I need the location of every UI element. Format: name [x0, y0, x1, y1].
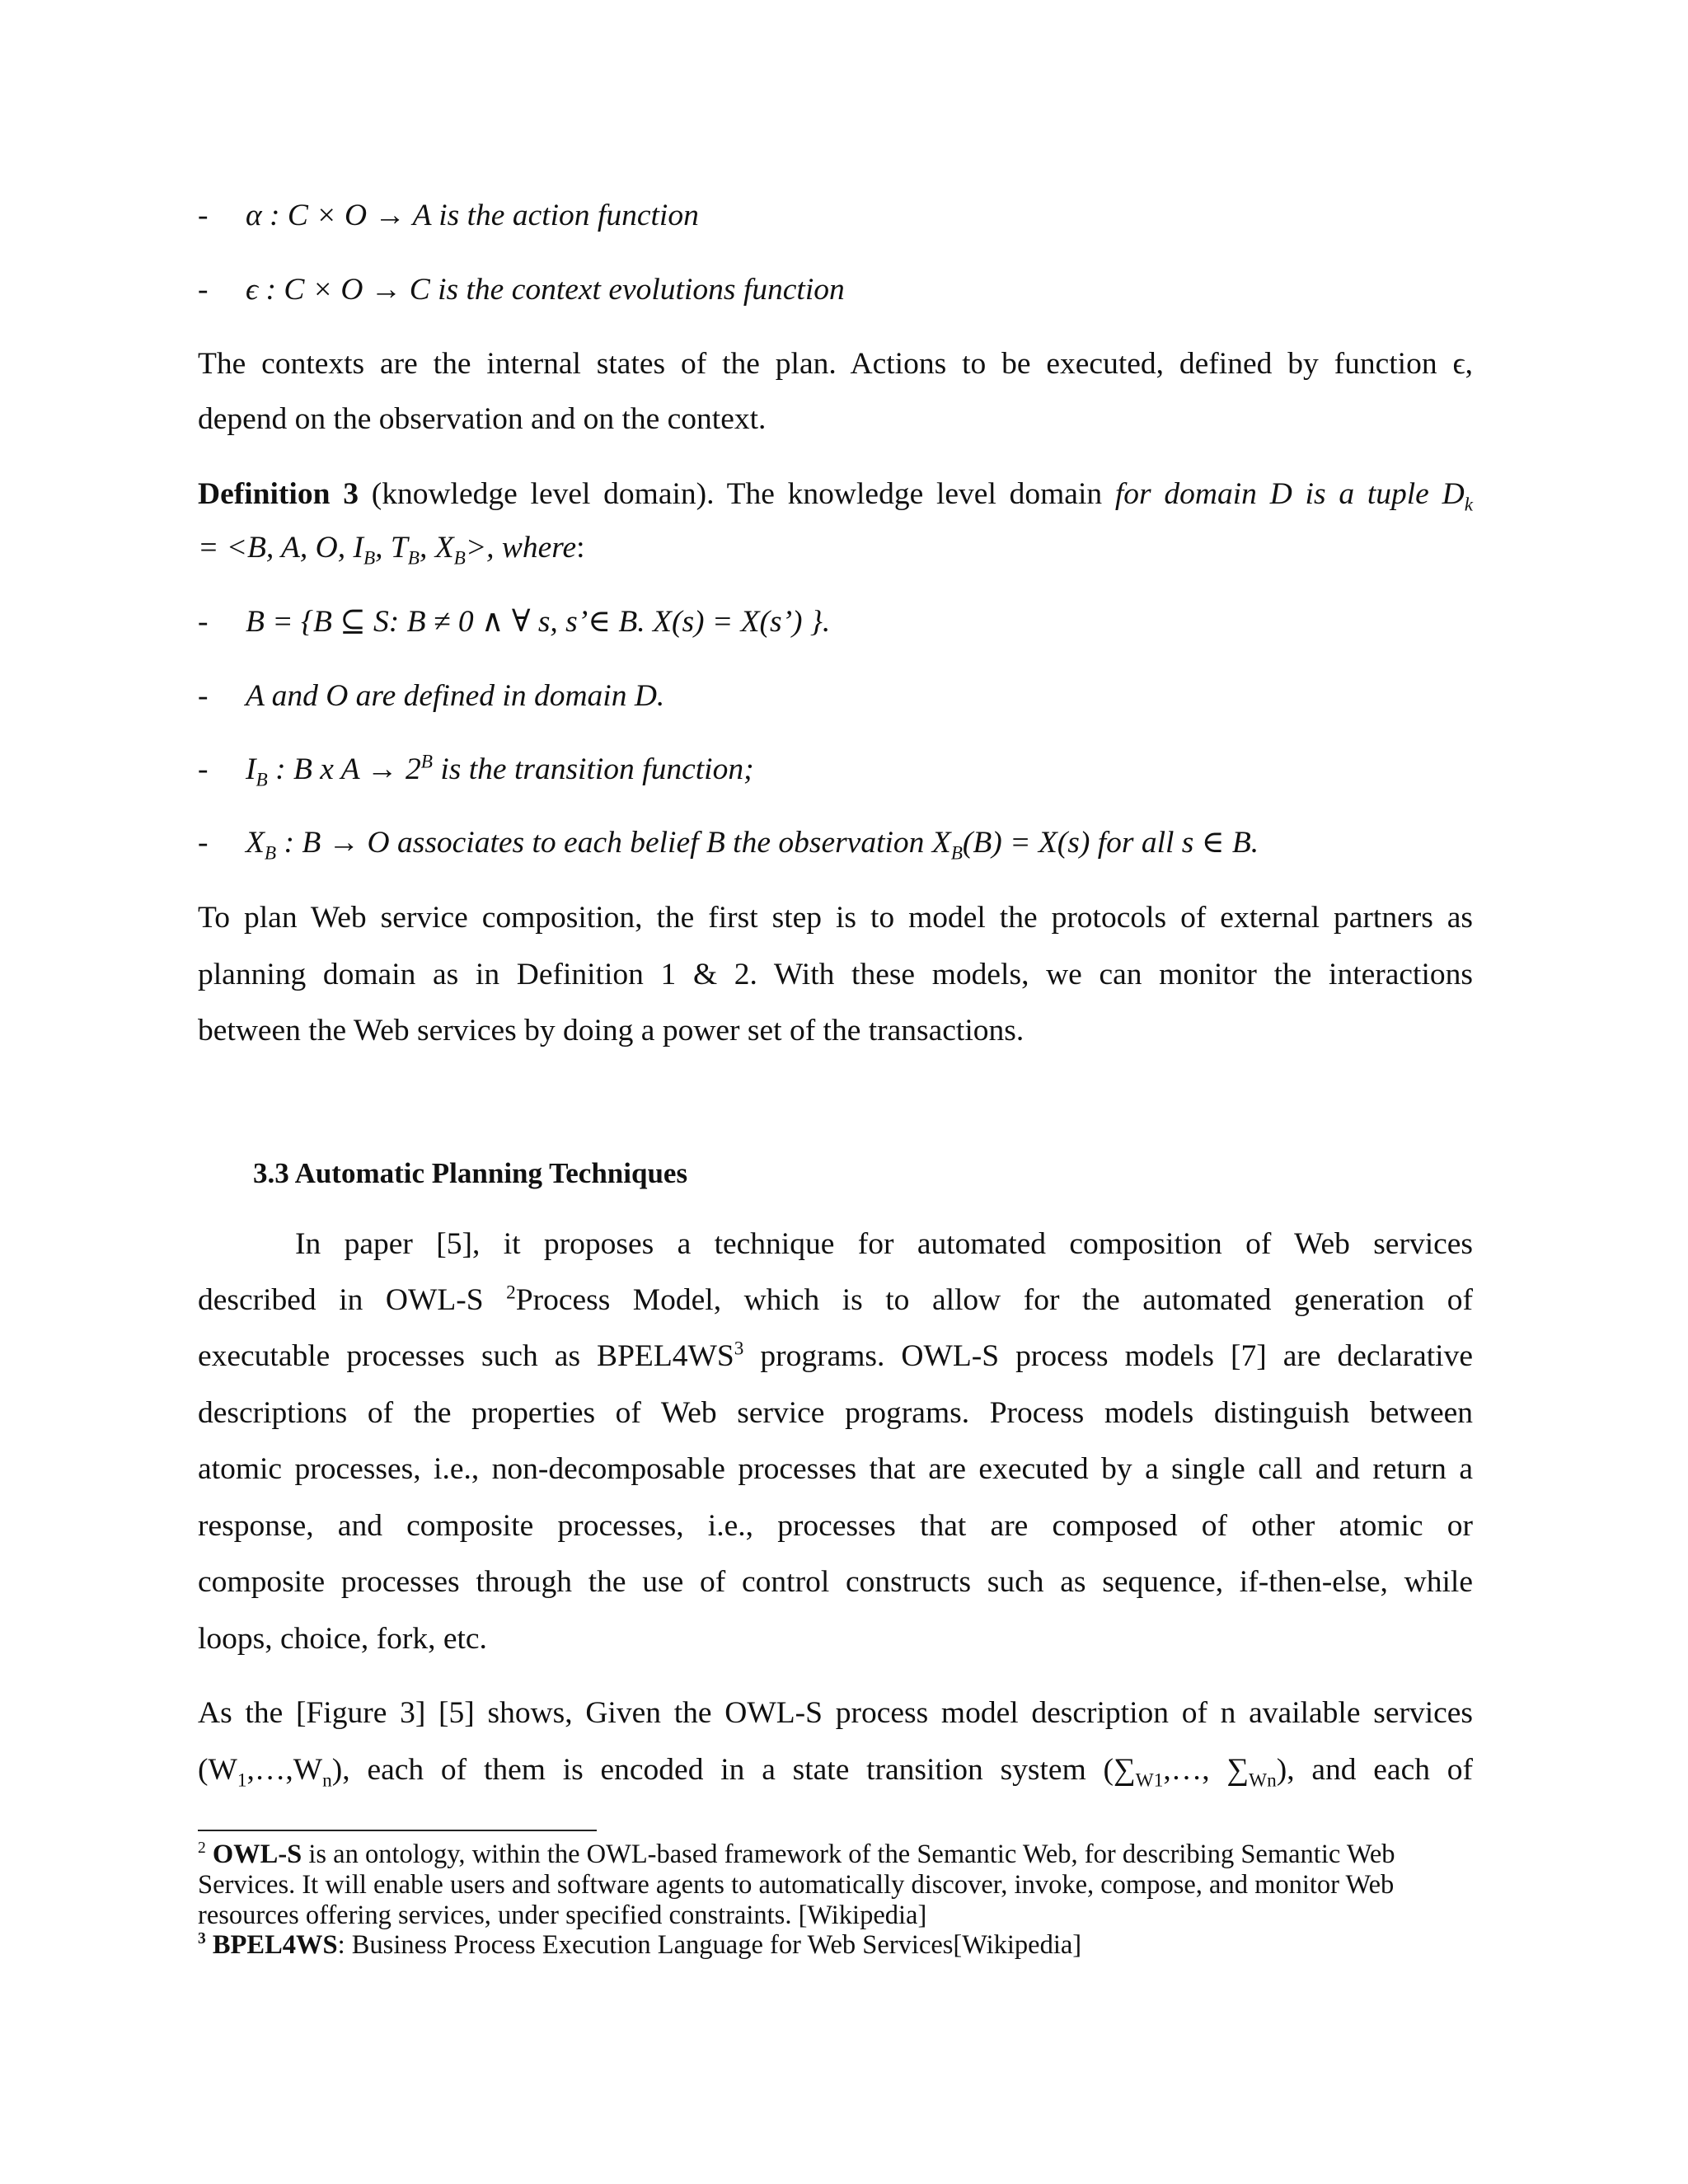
item-text: is the transition function;: [433, 752, 754, 786]
paragraph-plan-line1: To plan Web service composition, the first step is to model the protocols of external partners as: [198, 901, 1473, 935]
list-dash: -: [198, 679, 209, 713]
paragraph-owls-line4: descriptions of the properties of Web service programs. Process models distinguish between: [198, 1396, 1473, 1430]
subscript: B: [453, 547, 466, 569]
footnote-2: [198, 1840, 1473, 1931]
subscript: 1: [237, 1769, 247, 1792]
list-dash: -: [198, 605, 209, 639]
paragraph-owls-line1: In paper [5], it proposes a technique for automated composition of Web services: [295, 1227, 1473, 1261]
paragraph-plan-line3: between the Web services by doing a power set of the transactions.: [198, 1014, 1025, 1047]
tuple-part: = <B, A, O, I: [198, 531, 363, 565]
alpha-function-item: α : C × O → A is the action function: [246, 199, 699, 232]
belief-set-item: B = {B ⊆ S: B ≠ 0 ∧ ∀ s, s’∈ B. X(s) = X(s’) }.: [246, 605, 831, 639]
list-dash: -: [198, 199, 209, 232]
a-o-defined-item: A and O are defined in domain D.: [246, 679, 665, 713]
paragraph-text: ), each of them is encoded in a state transition system (∑: [331, 1753, 1136, 1787]
paragraph-figure-line2: [198, 1752, 1473, 1792]
symbol: I: [246, 752, 256, 786]
paragraph-owls-line2: [198, 1282, 1473, 1319]
transition-function-item: [246, 751, 754, 791]
list-dash: -: [198, 752, 209, 786]
paragraph-owls-line7: composite processes through the use of control constructs such as sequence, if-then-else, while: [198, 1565, 1473, 1599]
paragraph-text: programs. OWL-S process models [7] are declarative: [743, 1339, 1473, 1373]
list-dash: -: [198, 826, 209, 860]
epsilon-function-item: ϵ : C × O → C is the context evolutions function: [246, 273, 845, 307]
footnote-ref: 2: [506, 1282, 516, 1304]
definition-text: (knowledge level domain). The knowledge level domain: [358, 477, 1115, 511]
tuple-part: , T: [375, 531, 408, 565]
subscript: W1: [1135, 1769, 1164, 1792]
colon: :: [576, 531, 585, 565]
paragraph-text: described in OWL-S: [198, 1283, 507, 1317]
subscript: k: [1464, 494, 1474, 516]
paragraph-plan-line2: planning domain as in Definition 1 & 2. With these models, we can monitor the interactions: [198, 958, 1473, 991]
footnote-text: is an ontology, within the OWL-based framework of the Semantic Web, for describing Semantic Web Services. It will enable users and software agents to automatically discover, invoke, compose, and monitor Web resources offering services, under specified constraints. [Wikipedia]: [198, 1840, 1395, 1930]
section-heading: 3.3 Automatic Planning Techniques: [253, 1157, 688, 1189]
superscript: B: [420, 751, 433, 773]
paragraph-text: ), and each of: [1276, 1753, 1473, 1787]
paragraph-owls-line5: atomic processes, i.e., non-decomposable processes that are executed by a single call and return a: [198, 1452, 1473, 1486]
subscript: B: [950, 842, 963, 865]
paragraph-figure-line1: As the [Figure 3] [5] shows, Given the OWL-S process model description of n available services: [198, 1696, 1473, 1730]
definition-3-line2: [198, 530, 585, 569]
footnote-term: BPEL4WS: [212, 1930, 338, 1960]
symbol: X: [246, 826, 265, 860]
item-text: : B x A → 2: [267, 752, 421, 786]
paragraph-contexts-line2: depend on the observation and on the context.: [198, 402, 767, 436]
paragraph-text: (W: [198, 1753, 237, 1787]
footnote-mark: 3: [198, 1930, 206, 1948]
paragraph-text: executable processes such as BPEL4WS: [198, 1339, 734, 1373]
observation-function-item: [246, 825, 1259, 865]
footnote-mark: 2: [198, 1840, 206, 1858]
paragraph-owls-line8: loops, choice, fork, etc.: [198, 1622, 487, 1656]
subscript: B: [363, 547, 376, 569]
item-text: : B → O associates to each belief B the observation X: [276, 826, 951, 860]
tuple-part: >, where: [465, 531, 577, 565]
subscript: B: [264, 842, 277, 865]
footnote-text: : Business Process Execution Language for Web Services[Wikipedia]: [337, 1930, 1082, 1960]
paragraph-text: ,…, ∑: [1163, 1753, 1250, 1787]
footnote-term: OWL-S: [212, 1840, 302, 1869]
subscript: B: [407, 547, 420, 569]
paragraph-owls-line6: response, and composite processes, i.e., processes that are composed of other atomic or: [198, 1509, 1473, 1543]
tuple-part: , X: [419, 531, 454, 565]
definition-3-line1: [198, 476, 1474, 516]
paragraph-contexts-line1: The contexts are the internal states of the plan. Actions to be executed, defined by function ϵ,: [198, 347, 1473, 381]
item-text: (B) = X(s) for all s ∈ B.: [962, 826, 1259, 860]
subscript: B: [256, 769, 268, 791]
subscript: n: [322, 1769, 332, 1792]
definition-label: Definition 3: [198, 477, 359, 511]
list-dash: -: [198, 273, 209, 307]
definition-italic-text: for domain D is a tuple D: [1114, 477, 1465, 511]
paragraph-text: ,…,W: [246, 1753, 323, 1787]
footnote-separator: [198, 1830, 597, 1831]
paragraph-owls-line3: [198, 1338, 1473, 1375]
footnote-3: [198, 1930, 1473, 1961]
subscript: Wn: [1249, 1769, 1277, 1792]
paragraph-text: Process Model, which is to allow for the automated generation of: [515, 1283, 1474, 1317]
footnote-ref: 3: [734, 1338, 744, 1360]
